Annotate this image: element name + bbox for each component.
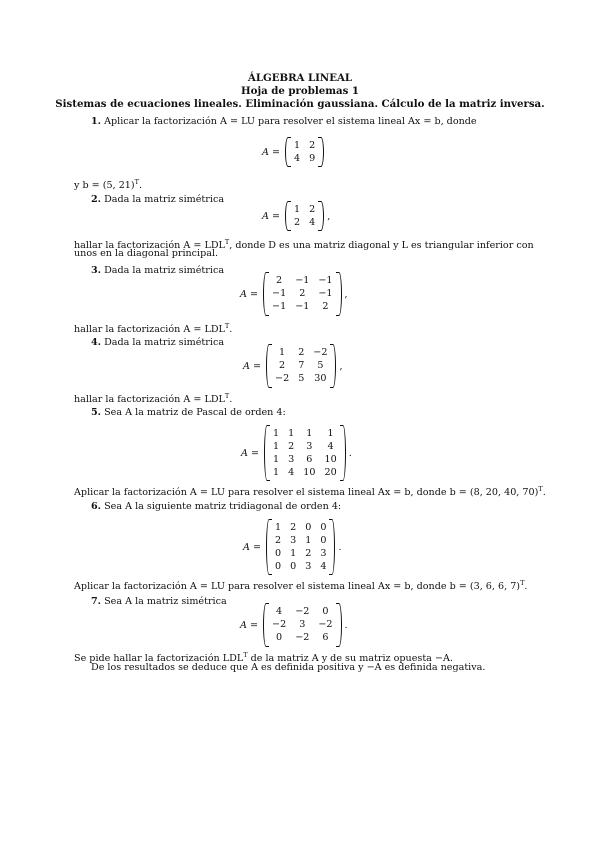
problem-text: Dada la matriz simétrica bbox=[104, 265, 225, 276]
matrix-cell: 3 bbox=[320, 547, 327, 559]
matrix-cell: 4 bbox=[276, 606, 283, 617]
punct: , bbox=[339, 360, 343, 372]
matrix-cell: −1 bbox=[295, 275, 310, 286]
problem-text: Sea A la siguiente matriz tridiagonal de orden 4: bbox=[104, 501, 342, 512]
problem-1-after bbox=[74, 176, 142, 192]
matrix-lhs: A = bbox=[241, 447, 260, 459]
problem-3-intro bbox=[91, 265, 224, 277]
problem-number: 6. bbox=[91, 501, 102, 512]
problem-4-intro bbox=[91, 337, 224, 349]
matrix-cell: 1 bbox=[273, 453, 280, 465]
matrix-cell: 2 bbox=[279, 360, 286, 371]
matrix-cell: 5 bbox=[317, 360, 324, 371]
matrix-cell: 0 bbox=[322, 606, 329, 617]
transpose-sup: T bbox=[538, 485, 543, 493]
matrix-cell: 1 bbox=[290, 547, 297, 559]
matrix-cell: 0 bbox=[275, 547, 282, 559]
punct: , bbox=[327, 210, 331, 222]
right-paren bbox=[336, 272, 342, 316]
matrix-cell: 1 bbox=[294, 203, 301, 215]
punct: . bbox=[229, 324, 233, 335]
problem-5-intro bbox=[91, 407, 286, 419]
matrix-cell: 7 bbox=[298, 360, 305, 371]
problem-text: Dada la matriz simétrica bbox=[104, 194, 225, 205]
matrix-cell: 1 bbox=[273, 466, 280, 478]
problem-7-intro bbox=[91, 596, 227, 608]
matrix-cell: −1 bbox=[318, 288, 333, 299]
matrix-cell: 1 bbox=[327, 427, 334, 439]
matrix-grid bbox=[272, 522, 329, 573]
right-paren bbox=[318, 137, 324, 167]
punct: . bbox=[338, 541, 342, 553]
right-paren bbox=[329, 519, 335, 575]
matrix-cell: −2 bbox=[295, 632, 310, 643]
transpose-sup: T bbox=[134, 178, 139, 186]
matrix-grid bbox=[269, 606, 335, 644]
right-paren bbox=[340, 425, 346, 481]
course-title: ÁLGEBRA LINEAL bbox=[247, 72, 353, 84]
punct: , bbox=[344, 288, 348, 300]
matrix-cell: −1 bbox=[295, 301, 310, 312]
problem-text: Sea A la matriz simétrica bbox=[104, 596, 227, 607]
matrix-cell: 2 bbox=[298, 347, 305, 358]
punct: . bbox=[348, 447, 352, 459]
problem-text: Aplicar la factorización A = LU para resolver el sistema lineal Ax = b, donde b = (8, 20, 40, 70) bbox=[74, 487, 539, 498]
transpose-sup: T bbox=[224, 322, 230, 330]
problem-number: 7. bbox=[91, 596, 102, 607]
matrix-cell: −2 bbox=[295, 606, 310, 617]
matrix-cell: −1 bbox=[272, 288, 287, 299]
matrix-cell: 0 bbox=[290, 560, 297, 572]
matrix-cell: 10 bbox=[303, 466, 316, 478]
matrix-grid bbox=[272, 347, 330, 385]
matrix-cell: 2 bbox=[276, 275, 283, 286]
problem-6-intro bbox=[91, 501, 341, 513]
matrix-cell: 4 bbox=[309, 216, 316, 228]
matrix-cell: 2 bbox=[309, 139, 316, 151]
problem-2-after-cont: unos en la diagonal principal. bbox=[74, 248, 219, 259]
problem-text: hallar la factorización A = LDL bbox=[74, 324, 225, 335]
matrix-cell: 1 bbox=[273, 440, 280, 452]
matrix-cell: 2 bbox=[305, 547, 312, 559]
punct: . bbox=[524, 581, 528, 592]
problem-7-conclusion: De los resultados se deduce que A es definida positiva y −A es definida negativa. bbox=[91, 662, 486, 673]
problem-number: 3. bbox=[91, 265, 102, 276]
matrix-cell: 0 bbox=[275, 560, 282, 572]
matrix-cell: 30 bbox=[314, 373, 327, 384]
matrix-cell: 1 bbox=[275, 521, 282, 533]
problem-3-after bbox=[74, 320, 232, 336]
problem-4-after bbox=[74, 390, 232, 406]
matrix-grid bbox=[270, 428, 340, 479]
matrix-cell: 0 bbox=[320, 521, 327, 533]
problem-text: hallar la factorización A = LDL bbox=[74, 240, 225, 251]
matrix-p7 bbox=[240, 603, 348, 647]
matrix-cell: 3 bbox=[306, 440, 313, 452]
matrix-cell: 3 bbox=[299, 619, 306, 630]
matrix-cell: 2 bbox=[309, 203, 316, 215]
right-paren bbox=[336, 603, 342, 647]
matrix-cell: 20 bbox=[324, 466, 337, 478]
matrix-cell: 0 bbox=[276, 632, 283, 643]
matrix-cell: 9 bbox=[309, 152, 316, 164]
matrix-cell: 2 bbox=[294, 216, 301, 228]
problem-text: hallar la factorización A = LDL bbox=[74, 394, 225, 405]
problem-text: , donde D es una matriz diagonal y L es triangular inferior con bbox=[229, 240, 534, 251]
matrix-p1 bbox=[262, 137, 324, 167]
problem-number: 5. bbox=[91, 407, 102, 418]
matrix-cell: 1 bbox=[294, 139, 301, 151]
matrix-cell: 10 bbox=[324, 453, 337, 465]
transpose-sup: T bbox=[520, 579, 525, 587]
matrix-cell: 2 bbox=[288, 440, 295, 452]
problem-text: Aplicar la factorización A = LU para resolver el sistema lineal Ax = b, donde bbox=[104, 116, 477, 127]
matrix-cell: 2 bbox=[322, 301, 329, 312]
matrix-p2 bbox=[262, 201, 330, 231]
matrix-lhs: A = bbox=[262, 146, 281, 158]
matrix-cell: 1 bbox=[288, 427, 295, 439]
punct: . bbox=[229, 394, 233, 405]
problem-number: 1. bbox=[91, 116, 102, 127]
matrix-cell: 3 bbox=[290, 534, 297, 546]
matrix-p6 bbox=[243, 519, 342, 575]
matrix-p5 bbox=[241, 425, 352, 481]
matrix-cell: −2 bbox=[318, 619, 333, 630]
matrix-cell: 6 bbox=[306, 453, 313, 465]
matrix-cell: 3 bbox=[305, 560, 312, 572]
matrix-cell: 0 bbox=[320, 534, 327, 546]
transpose-sup: T bbox=[224, 392, 230, 400]
matrix-cell: 1 bbox=[305, 534, 312, 546]
matrix-lhs: A = bbox=[240, 288, 259, 300]
matrix-cell: 1 bbox=[306, 427, 313, 439]
problem-1-intro bbox=[91, 116, 477, 128]
matrix-cell: −2 bbox=[272, 619, 287, 630]
matrix-cell: 4 bbox=[294, 152, 301, 164]
matrix-cell: 2 bbox=[275, 534, 282, 546]
problem-6-after bbox=[74, 577, 527, 593]
matrix-cell: −1 bbox=[318, 275, 333, 286]
matrix-cell: 0 bbox=[305, 521, 312, 533]
matrix-cell: 1 bbox=[273, 427, 280, 439]
transpose-sup: T bbox=[224, 238, 230, 246]
matrix-cell: 4 bbox=[327, 440, 334, 452]
matrix-cell: 4 bbox=[320, 560, 327, 572]
matrix-lhs: A = bbox=[240, 619, 259, 631]
matrix-lhs: A = bbox=[243, 360, 262, 372]
punct: . bbox=[542, 487, 546, 498]
matrix-p4 bbox=[243, 344, 343, 388]
matrix-cell: −2 bbox=[275, 373, 290, 384]
problem-text: y b = (5, 21) bbox=[74, 180, 135, 191]
matrix-grid bbox=[269, 275, 335, 313]
matrix-cell: 4 bbox=[288, 466, 295, 478]
matrix-p3 bbox=[240, 272, 348, 316]
problem-text: de la matriz A y de su matriz opuesta −A. bbox=[247, 653, 453, 664]
matrix-grid bbox=[291, 140, 318, 165]
matrix-cell: 3 bbox=[288, 453, 295, 465]
right-paren bbox=[330, 344, 336, 388]
matrix-cell: 2 bbox=[299, 288, 306, 299]
problem-text: Sea A la matriz de Pascal de orden 4: bbox=[104, 407, 286, 418]
matrix-cell: −2 bbox=[313, 347, 328, 358]
punct: . bbox=[139, 180, 143, 191]
matrix-grid bbox=[291, 204, 318, 229]
topic-title: Sistemas de ecuaciones lineales. Eliminación gaussiana. Cálculo de la matriz inversa. bbox=[55, 98, 545, 110]
problem-text: Dada la matriz simétrica bbox=[104, 337, 225, 348]
problem-2-intro bbox=[91, 194, 224, 206]
problem-text: Se pide hallar la factorización LDL bbox=[74, 653, 244, 664]
punct: . bbox=[344, 619, 348, 631]
problem-text: Aplicar la factorización A = LU para resolver el sistema lineal Ax = b, donde b = (3, 6, 6, 7) bbox=[74, 581, 521, 592]
matrix-lhs: A = bbox=[243, 541, 262, 553]
matrix-cell: 2 bbox=[290, 521, 297, 533]
sheet-title: Hoja de problemas 1 bbox=[241, 85, 359, 97]
matrix-cell: 6 bbox=[322, 632, 329, 643]
matrix-cell: 1 bbox=[279, 347, 286, 358]
matrix-cell: −1 bbox=[272, 301, 287, 312]
problem-number: 2. bbox=[91, 194, 102, 205]
problem-5-after bbox=[74, 483, 546, 499]
matrix-cell: 5 bbox=[298, 373, 305, 384]
right-paren bbox=[318, 201, 324, 231]
problem-number: 4. bbox=[91, 337, 102, 348]
matrix-lhs: A = bbox=[262, 210, 281, 222]
transpose-sup: T bbox=[243, 651, 248, 659]
